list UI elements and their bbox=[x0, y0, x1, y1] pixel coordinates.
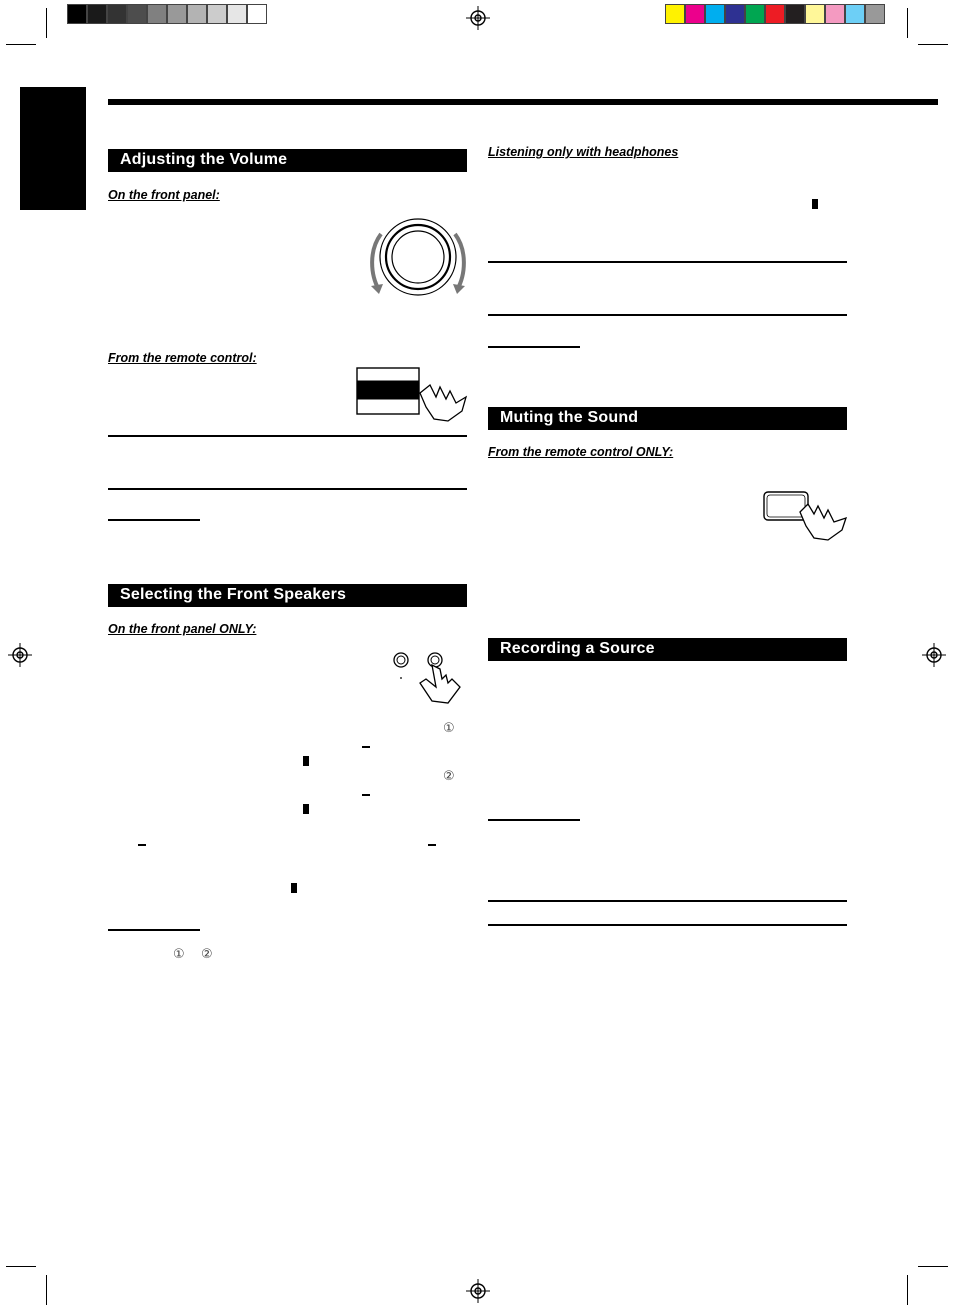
page-top-rule bbox=[108, 99, 938, 105]
indicator-mark bbox=[303, 756, 309, 766]
speakers-note-underline bbox=[108, 929, 200, 931]
color-swatch bbox=[825, 4, 845, 24]
crop-mark bbox=[6, 1266, 36, 1267]
color-swatch bbox=[227, 4, 247, 24]
recording-note-underline bbox=[488, 819, 580, 821]
volume-knob-icon bbox=[367, 214, 469, 298]
accent-tick bbox=[138, 844, 146, 846]
speakers-marker-1: ① bbox=[443, 721, 455, 736]
volume-note-underline bbox=[108, 519, 200, 521]
speakers-front-panel-label: On the front panel ONLY: bbox=[108, 622, 257, 636]
color-swatch bbox=[167, 4, 187, 24]
muting-heading: Muting the Sound bbox=[488, 407, 847, 430]
crop-mark bbox=[918, 1266, 948, 1267]
speakers-heading: Selecting the Front Speakers bbox=[108, 584, 467, 607]
volume-note-rule-bottom bbox=[108, 488, 467, 490]
headphones-note-rule-top bbox=[488, 261, 847, 263]
headphones-label: Listening only with headphones bbox=[488, 145, 679, 159]
muting-remote-label: From the remote control ONLY: bbox=[488, 445, 674, 459]
color-swatch bbox=[685, 4, 705, 24]
indicator-mark bbox=[303, 804, 309, 814]
headphones-note-rule-bottom bbox=[488, 314, 847, 316]
color-swatch bbox=[765, 4, 785, 24]
volume-heading: Adjusting the Volume bbox=[108, 149, 467, 172]
registration-mark-icon bbox=[466, 1279, 490, 1303]
language-side-tab bbox=[20, 87, 86, 210]
accent-tick bbox=[362, 746, 370, 748]
color-swatch bbox=[207, 4, 227, 24]
color-swatch bbox=[665, 4, 685, 24]
accent-tick bbox=[428, 844, 436, 846]
registration-mark-icon bbox=[466, 6, 490, 30]
recording-note-rule-top bbox=[488, 900, 847, 902]
accent-tick bbox=[362, 794, 370, 796]
gray-calibration-bar bbox=[67, 4, 267, 24]
color-swatch bbox=[845, 4, 865, 24]
color-swatch bbox=[87, 4, 107, 24]
color-swatch bbox=[705, 4, 725, 24]
color-swatch bbox=[745, 4, 765, 24]
speaker-buttons-icon bbox=[392, 651, 464, 707]
crop-mark bbox=[6, 44, 36, 45]
volume-front-panel-label: On the front panel: bbox=[108, 188, 220, 202]
crop-mark bbox=[907, 8, 908, 38]
color-swatch bbox=[67, 4, 87, 24]
color-swatch bbox=[247, 4, 267, 24]
color-swatch bbox=[127, 4, 147, 24]
indicator-mark bbox=[812, 199, 818, 209]
color-swatch bbox=[147, 4, 167, 24]
indicator-mark bbox=[291, 883, 297, 893]
registration-mark-icon bbox=[922, 643, 946, 667]
color-swatch bbox=[865, 4, 885, 24]
crop-mark bbox=[918, 44, 948, 45]
color-calibration-bar bbox=[665, 4, 885, 24]
color-swatch bbox=[725, 4, 745, 24]
recording-heading: Recording a Source bbox=[488, 638, 847, 661]
color-swatch bbox=[187, 4, 207, 24]
speakers-note-marker-2: ② bbox=[201, 947, 213, 962]
headphones-note-underline bbox=[488, 346, 580, 348]
speakers-note-marker-1: ① bbox=[173, 947, 185, 962]
color-swatch bbox=[107, 4, 127, 24]
registration-mark-icon bbox=[8, 643, 32, 667]
crop-mark bbox=[46, 1275, 47, 1305]
recording-note-rule-bottom bbox=[488, 924, 847, 926]
speakers-marker-2: ② bbox=[443, 769, 455, 784]
crop-mark bbox=[907, 1275, 908, 1305]
muting-remote-button-icon bbox=[762, 490, 850, 542]
color-swatch bbox=[785, 4, 805, 24]
volume-remote-button-icon bbox=[356, 367, 468, 423]
color-swatch bbox=[805, 4, 825, 24]
volume-note-rule-top bbox=[108, 435, 467, 437]
crop-mark bbox=[46, 8, 47, 38]
volume-remote-label: From the remote control: bbox=[108, 351, 257, 365]
